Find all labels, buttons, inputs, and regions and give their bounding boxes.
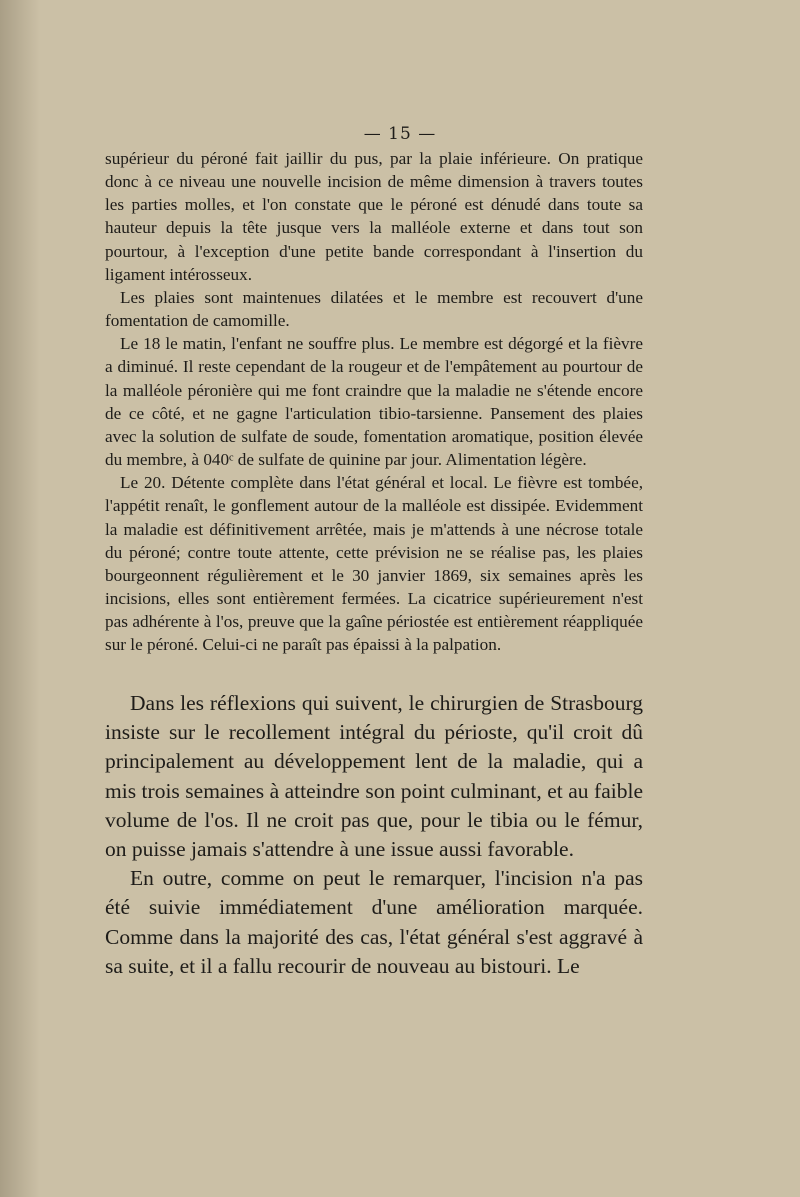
paragraph: Le 20. Détente complète dans l'état général et local. Le fièvre est tombée, l'appétit renaît, le gonflement autour de la malléole est dissipée. Evidemment la maladie est définitivement arrêtée, mais je m'attends à une nécrose totale du péroné; contre toute attente, cette prévision ne se réalise pas, les plaies bourgeonnent régulièrement et le 30 janvier 1869, six semaines après les incisions, elles sont entièrement fermées. La cicatrice supérieurement n'est pas adhérente à l'os, preuve que la gaîne périostée est entièrement réappliquée sur le péroné. Celui-ci ne paraît pas épaissi à la palpation. bbox=[105, 473, 643, 655]
paragraph: supérieur du péroné fait jaillir du pus, par la plaie inférieure. On pratique donc à ce niveau une nouvelle incision de même dimension à travers toutes les parties molles, et l'on constate que le péroné est dénudé dans toute sa hauteur depuis la tête jusque vers la malléole externe et dans tout son pourtour, à l'exception d'une petite bande correspondant à l'insertion du ligament intérosseux. bbox=[105, 149, 643, 284]
paragraph: Les plaies sont maintenues dilatées et le membre est recouvert d'une fomentation de camomille. bbox=[105, 287, 643, 331]
binding-shadow bbox=[0, 0, 40, 1197]
case-report-text bbox=[105, 147, 643, 656]
paragraph: Dans les réflexions qui suivent, le chirurgien de Strasbourg insiste sur le recollement intégral du périoste, qu'il croit dû principalement au développement lent de la maladie, qui a mis trois semaines à atteindre son point culminant, et au faible volume de l'os. Il ne croit pas que, pour le tibia ou le fémur, on puisse jamais s'attendre à une issue aussi favorable. bbox=[105, 691, 643, 862]
commentary-text bbox=[105, 689, 643, 981]
paragraph: Le 18 le matin, l'enfant ne souffre plus. Le membre est dégorgé et la fièvre a diminué. Il reste cependant de la rougeur et de l'empâtement au pourtour de la malléole péronière qui me font craindre que la maladie ne s'étende encore de ce côté, et ne gagne l'articulation tibio-tarsienne. Pansement des plaies avec la solution de sulfate de soude, fomentation aromatique, position élevée du membre, à 040ᶜ de sulfate de quinine par jour. Alimentation légère. bbox=[105, 334, 643, 470]
page-number: — 15 — bbox=[363, 124, 437, 144]
paragraph: En outre, comme on peut le remarquer, l'incision n'a pas été suivie immédiatement d'une amélioration marquée. Comme dans la majorité des cas, l'état général s'est aggravé à sa suite, et il a fallu recourir de nouveau au bistouri. Le bbox=[105, 866, 643, 978]
